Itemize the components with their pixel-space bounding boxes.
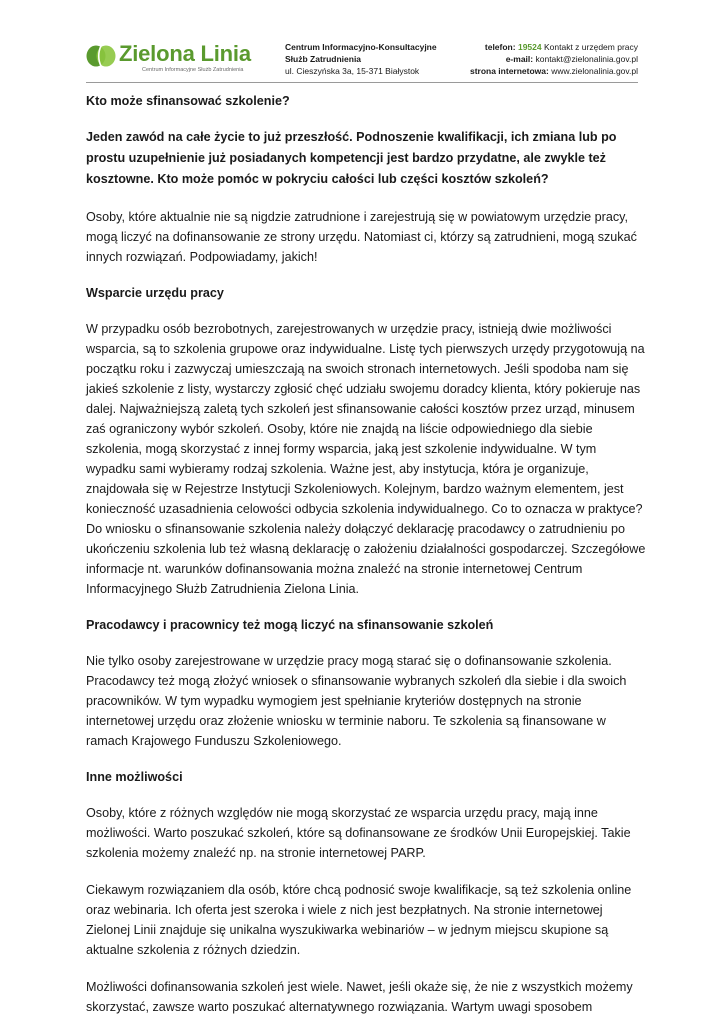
center-address: ul. Cieszyńska 3a, 15-371 Białystok xyxy=(285,66,420,76)
article-intro: Osoby, które aktualnie nie są nigdzie zatrudnione i zarejestrują się w powiatowym urzędzie pracy, mogą liczyć na dofinansowanie ze strony urzędu. Natomiast ci, którzy są zatrudnieni, mogą szukać innych rozwiązań. Podpowiadamy, jakich! xyxy=(86,210,637,264)
center-name-line2: Służb Zatrudnienia xyxy=(285,54,362,64)
section-body-other-options-2: Ciekawym rozwiązaniem dla osób, które chcą podnosić swoje kwalifikacje, są też szkolenia online oraz webinaria. Ich oferta jest szeroka i wiele z nich jest bezpłatnych. Na stronie internetowej Zielonej Linii znajduje się unikalna wyszukiwarka webinariów – w jednym miejscu skupione są aktualne szkolenia z różnych dziedzin. xyxy=(86,883,632,957)
center-address-block xyxy=(285,41,437,77)
section-body-labour-office: W przypadku osób bezrobotnych, zarejestrowanych w urzędzie pracy, istnieją dwie możliwości wsparcia, są to szkolenia grupowe oraz indywidualne. Listę tych pierwszych urzędy przygotowują na początku roku i zazwyczaj umieszczają na swoich stronach internetowych. Jeśli spodoba nam się jakieś szkolenie z listy, wystarczy zgłosić chęć udziału swojemu doradcy klienta, który pokieruje nas dalej. Najważniejszą zaletą tych szkoleń jest sfinansowanie całości kosztów przez urząd, minusem zaś ograniczony wybór szkoleń. Osoby, które nie znajdą na liście odpowiedniego dla siebie szkolenia, mogą skorzystać z innej formy wsparcia, jaką jest szkolenie indywidualne. W tym wypadku sami wybieramy rodzaj szkolenia. Ważne jest, aby instytucja, która je organizuje, znajdowała się w Rejestrze Instytucji Szkoleniowych. Kolejnym, bardzo ważnym elementem, jest konieczność uzasadnienia celowości odbycia szkolenia indywidualnego. Co to oznacza w praktyce? Do wniosku o sfinansowanie szkolenia należy dołączyć deklarację pracodawcy o zatrudnieniu po ukończeniu szkolenia lub też własną deklarację o założeniu działalności gospodarczej. Szczegółowe informacje nt. warunków dofinansowania można znaleźć na stronie internetowej Centrum Informacyjnego Służb Zatrudnienia Zielona Linia. xyxy=(86,322,646,596)
phone-row xyxy=(470,41,638,53)
logo-name: Zielona Linia xyxy=(119,41,251,66)
section-body-employers: Nie tylko osoby zarejestrowane w urzędzie pracy mogą starać się o dofinansowanie szkolenia. Pracodawcy też mogą złożyć wniosek o sfinansowanie wybranych szkoleń dla siebie i dla swoich pracowników. W tym wypadku wymogiem jest spełnianie kryteriów dostępnych na stronie internetowej urzędu oraz złożenie wniosku w terminie naboru. Te szkolenia są finansowane w ramach Krajowego Funduszu Szkoleniowego. xyxy=(86,654,627,748)
email-link[interactable]: kontakt@zielonalinia.gov.pl xyxy=(535,54,638,64)
center-name-line1: Centrum Informacyjno-Konsultacyjne xyxy=(285,42,437,52)
logo-tagline: Centrum Informacyjne Służb Zatrudnienia xyxy=(142,67,244,73)
contact-block xyxy=(470,41,638,77)
section-heading-labour-office: Wsparcie urzędu pracy xyxy=(86,286,224,300)
leaf-logo-icon xyxy=(86,44,116,68)
phone-number[interactable]: 19524 xyxy=(517,42,542,52)
zielona-linia-logo xyxy=(86,42,276,76)
page-header xyxy=(86,36,638,83)
article-title: Kto może sfinansować szkolenie? xyxy=(86,94,290,108)
section-heading-employers: Pracodawcy i pracownicy też mogą liczyć na sfinansowanie szkoleń xyxy=(86,618,494,632)
phone-label: telefon: xyxy=(484,42,516,52)
closing-paragraph: Możliwości dofinansowania szkoleń jest wiele. Nawet, jeśli okaże się, że nie z wszystkich możemy skorzystać, zawsze warto poszukać alternatywnego rozwiązania. Wartym uwagi sposobem xyxy=(86,980,633,1014)
section-body-other-options-1: Osoby, które z różnych względów nie mogą skorzystać ze wsparcia urzędu pracy, mają inne możliwości. Warto poszukać szkoleń, które są dofinansowane ze środków Unii Europejskiej. Takie szkolenia możemy znaleźć np. na stronie internetowej PARP. xyxy=(86,806,631,860)
email-row xyxy=(470,53,638,65)
website-row xyxy=(470,65,638,77)
phone-description: Kontakt z urzędem pracy xyxy=(543,42,638,52)
email-label: e-mail: xyxy=(505,54,534,64)
article-content xyxy=(86,92,646,1017)
website-label: strona internetowa: xyxy=(469,66,549,76)
article-lead: Jeden zawód na całe życie to już przeszłość. Podnoszenie kwalifikacji, ich zmiana lub po prostu uzupełnienie już posiadanych kompetencji jest bardzo przydatne, ale zwykle też kosztowne. Kto może pomóc w pokryciu całości lub części kosztów szkoleń? xyxy=(86,130,617,186)
website-link[interactable]: www.zielonalinia.gov.pl xyxy=(551,66,638,76)
section-heading-other-options: Inne możliwości xyxy=(86,770,183,784)
